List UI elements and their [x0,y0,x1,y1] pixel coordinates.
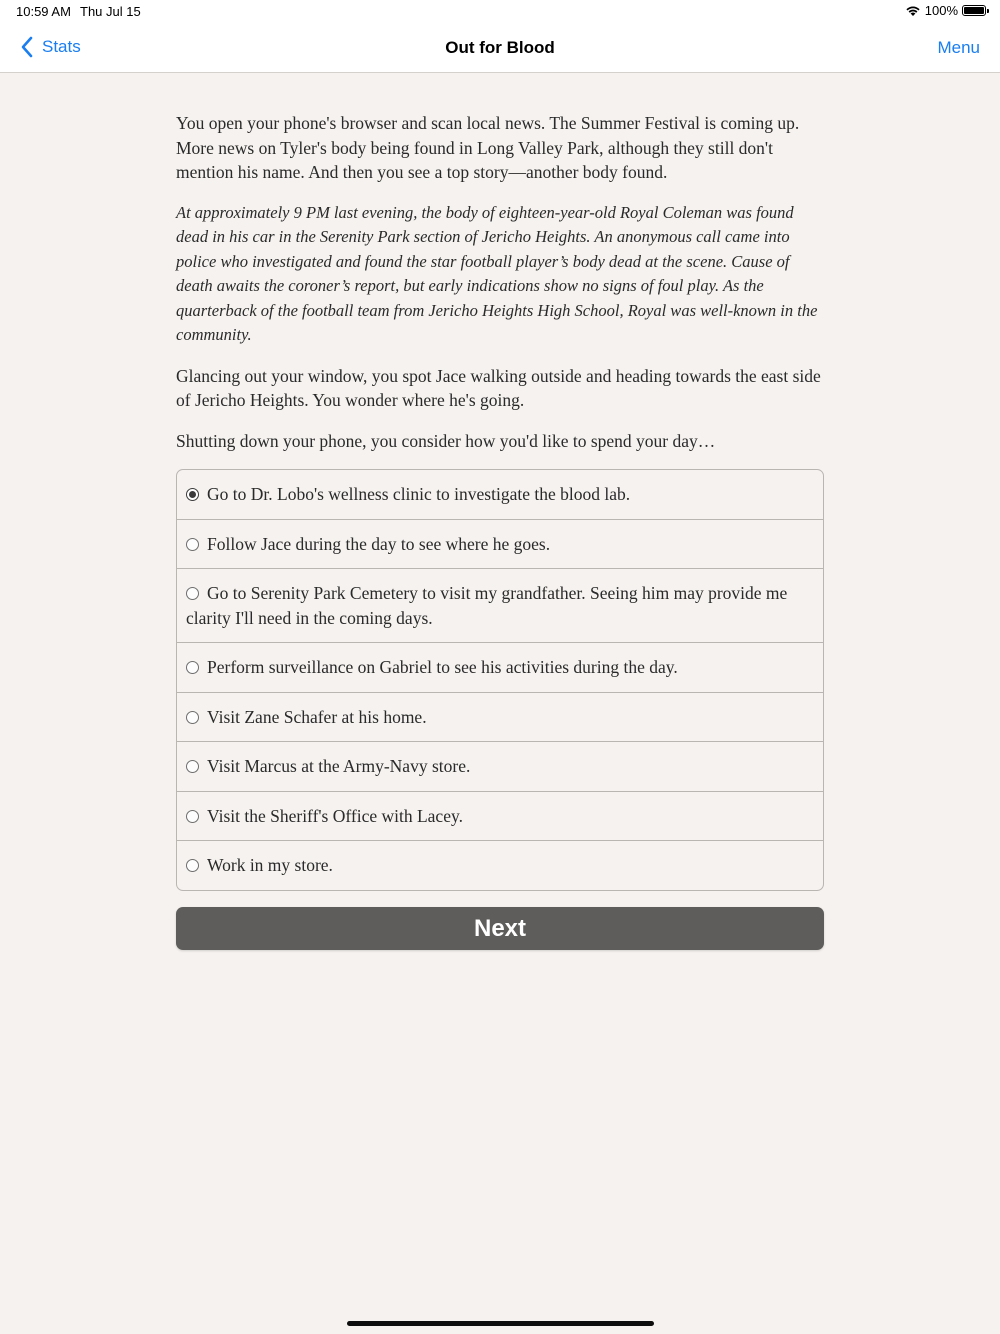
radio-icon[interactable] [186,859,199,872]
choice-option[interactable] [177,742,823,792]
radio-selected-icon[interactable] [186,488,199,501]
story-paragraph: You open your phone's browser and scan local news. The Summer Festival is coming up. More news on Tyler's body being found in Long Valley Park, although they still don't mention his name. And then you see a top story—another body found. [176,113,800,182]
home-indicator[interactable] [347,1321,654,1326]
status-time: 10:59 AM [16,4,71,19]
choice-label: Follow Jace during the day to see where he goes. [207,533,551,554]
news-excerpt: At approximately 9 PM last evening, the body of eighteen-year-old Royal Coleman was found dead in his car in the Serenity Park section of Jericho Heights. An anonymous call came into police who investigated and found the star football player’s body dead at the scene. Cause of death awaits the coroner’s report, but early indications show no signs of foul play. As the quarterback of the football team from Jericho Heights High School, Royal was well-known in the community. [176,202,818,344]
choice-option[interactable] [177,841,823,890]
story-content [176,111,826,950]
choice-label: Work in my store. [207,855,333,875]
choice-label: Visit the Sheriff's Office with Lacey. [207,805,463,826]
status-right [905,3,986,18]
choice-label: Visit Zane Schafer at his home. [207,706,427,727]
radio-icon[interactable] [186,661,199,674]
battery-percent: 100% [924,3,958,18]
page-title: Out for Blood [445,38,555,57]
story-paragraph: Glancing out your window, you spot Jace walking outside and heading towards the east side of Jericho Heights. You wonder where he's going. [176,365,821,410]
choice-option[interactable] [177,520,823,570]
back-button-label: Stats [42,37,81,56]
radio-icon[interactable] [186,711,199,724]
choice-list [176,469,824,891]
radio-icon[interactable] [186,810,199,823]
menu-button[interactable]: Menu [937,38,980,57]
status-bar [0,0,1000,24]
next-button[interactable]: Next [176,907,824,950]
wifi-icon [905,4,921,17]
choice-option[interactable] [177,569,823,643]
choice-option[interactable] [177,470,823,520]
radio-icon[interactable] [186,587,199,600]
choice-label: Perform surveillance on Gabriel to see his activities during the day. [207,657,678,677]
choice-option[interactable] [177,792,823,842]
choice-option[interactable] [177,643,823,693]
choice-label: Go to Dr. Lobo's wellness clinic to investigate the blood lab. [207,484,631,504]
choice-label: Visit Marcus at the Army-Navy store. [207,756,471,776]
choice-label: Go to Serenity Park Cemetery to visit my grandfather. Seeing him may provide me clarity I'll need in the coming days. [186,583,788,628]
choice-prompt: Shutting down your phone, you consider how you'd like to spend your day… [176,430,716,451]
nav-bar [0,24,1000,73]
choice-option[interactable] [177,693,823,743]
radio-icon[interactable] [186,538,199,551]
battery-icon [962,5,986,16]
status-date: Thu Jul 15 [80,4,141,19]
radio-icon[interactable] [186,760,199,773]
